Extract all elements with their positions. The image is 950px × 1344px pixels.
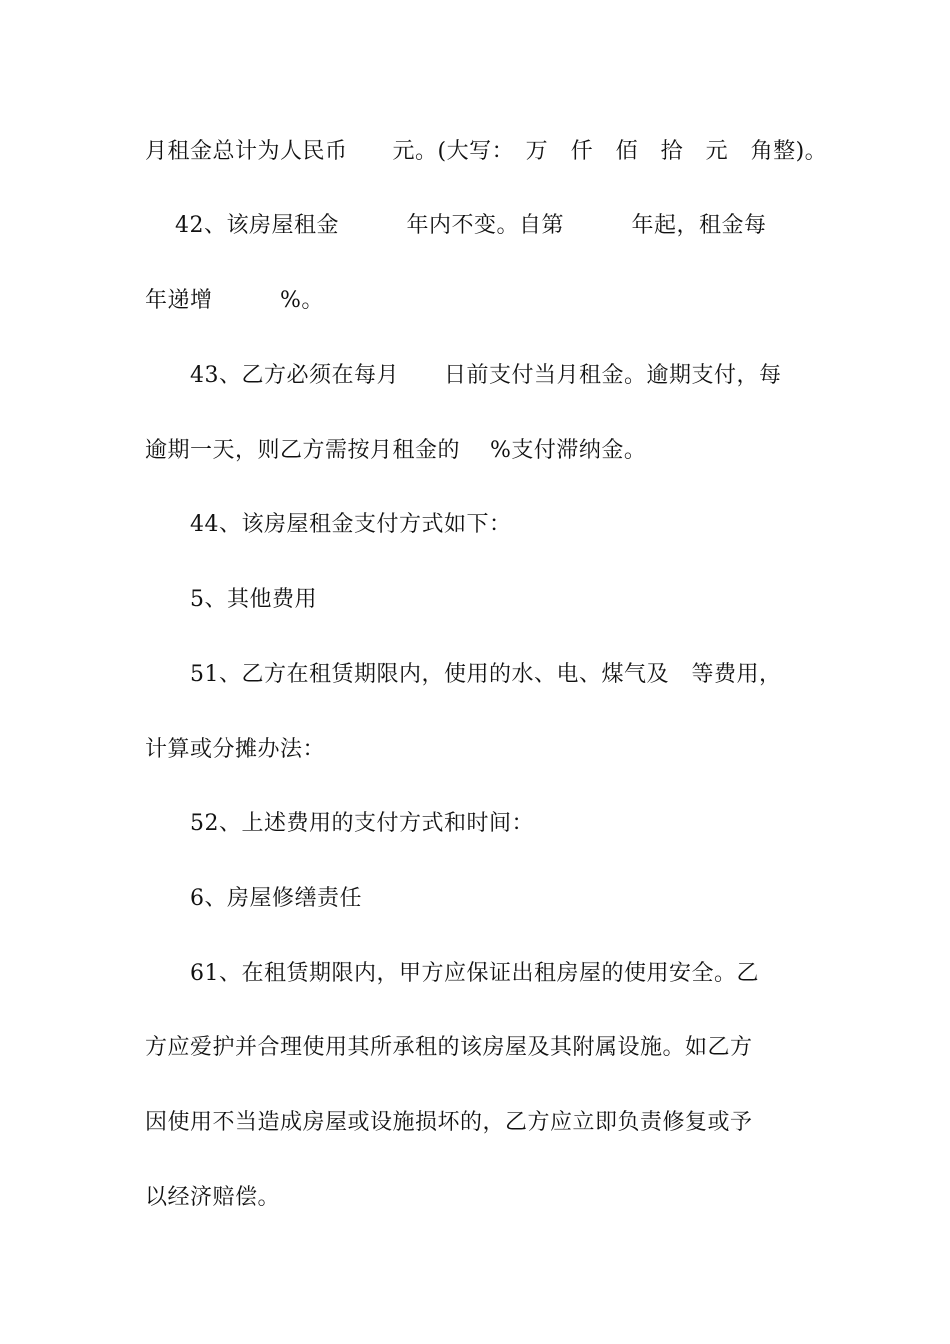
text-line: 52、上述费用的支付方式和时间： — [145, 811, 534, 836]
text-line: 方应爱护并合理使用其所承租的该房屋及其附属设施。如乙方 — [145, 1035, 753, 1060]
text-line: 44、该房屋租金支付方式如下： — [145, 512, 512, 537]
text-line: 计算或分摊办法： — [145, 737, 326, 762]
section-heading: 5、其他费用 — [145, 587, 317, 612]
text-line: 43、乙方必须在每月 日前支付当月租金。逾期支付，每 — [145, 363, 782, 388]
text-line: 月租金总计为人民币 元。(大写： 万 仟 佰 拾 元 角整)。 — [145, 139, 828, 164]
text-line: 年递增 %。 — [145, 288, 324, 313]
text-line: 逾期一天，则乙方需按月租金的 %支付滞纳金。 — [145, 438, 647, 463]
text-line: 61、在租赁期限内，甲方应保证出租房屋的使用安全。乙 — [145, 961, 759, 986]
text-line: 以经济赔偿。 — [145, 1185, 281, 1210]
section-heading: 6、房屋修缮责任 — [145, 886, 362, 911]
text-line: 42、该房屋租金 年内不变。自第 年起，租金每 — [145, 213, 767, 238]
text-line: 因使用不当造成房屋或设施损坏的，乙方应立即负责修复或予 — [145, 1110, 753, 1135]
text-line: 51、乙方在租赁期限内，使用的水、电、煤气及 等费用， — [145, 662, 782, 687]
